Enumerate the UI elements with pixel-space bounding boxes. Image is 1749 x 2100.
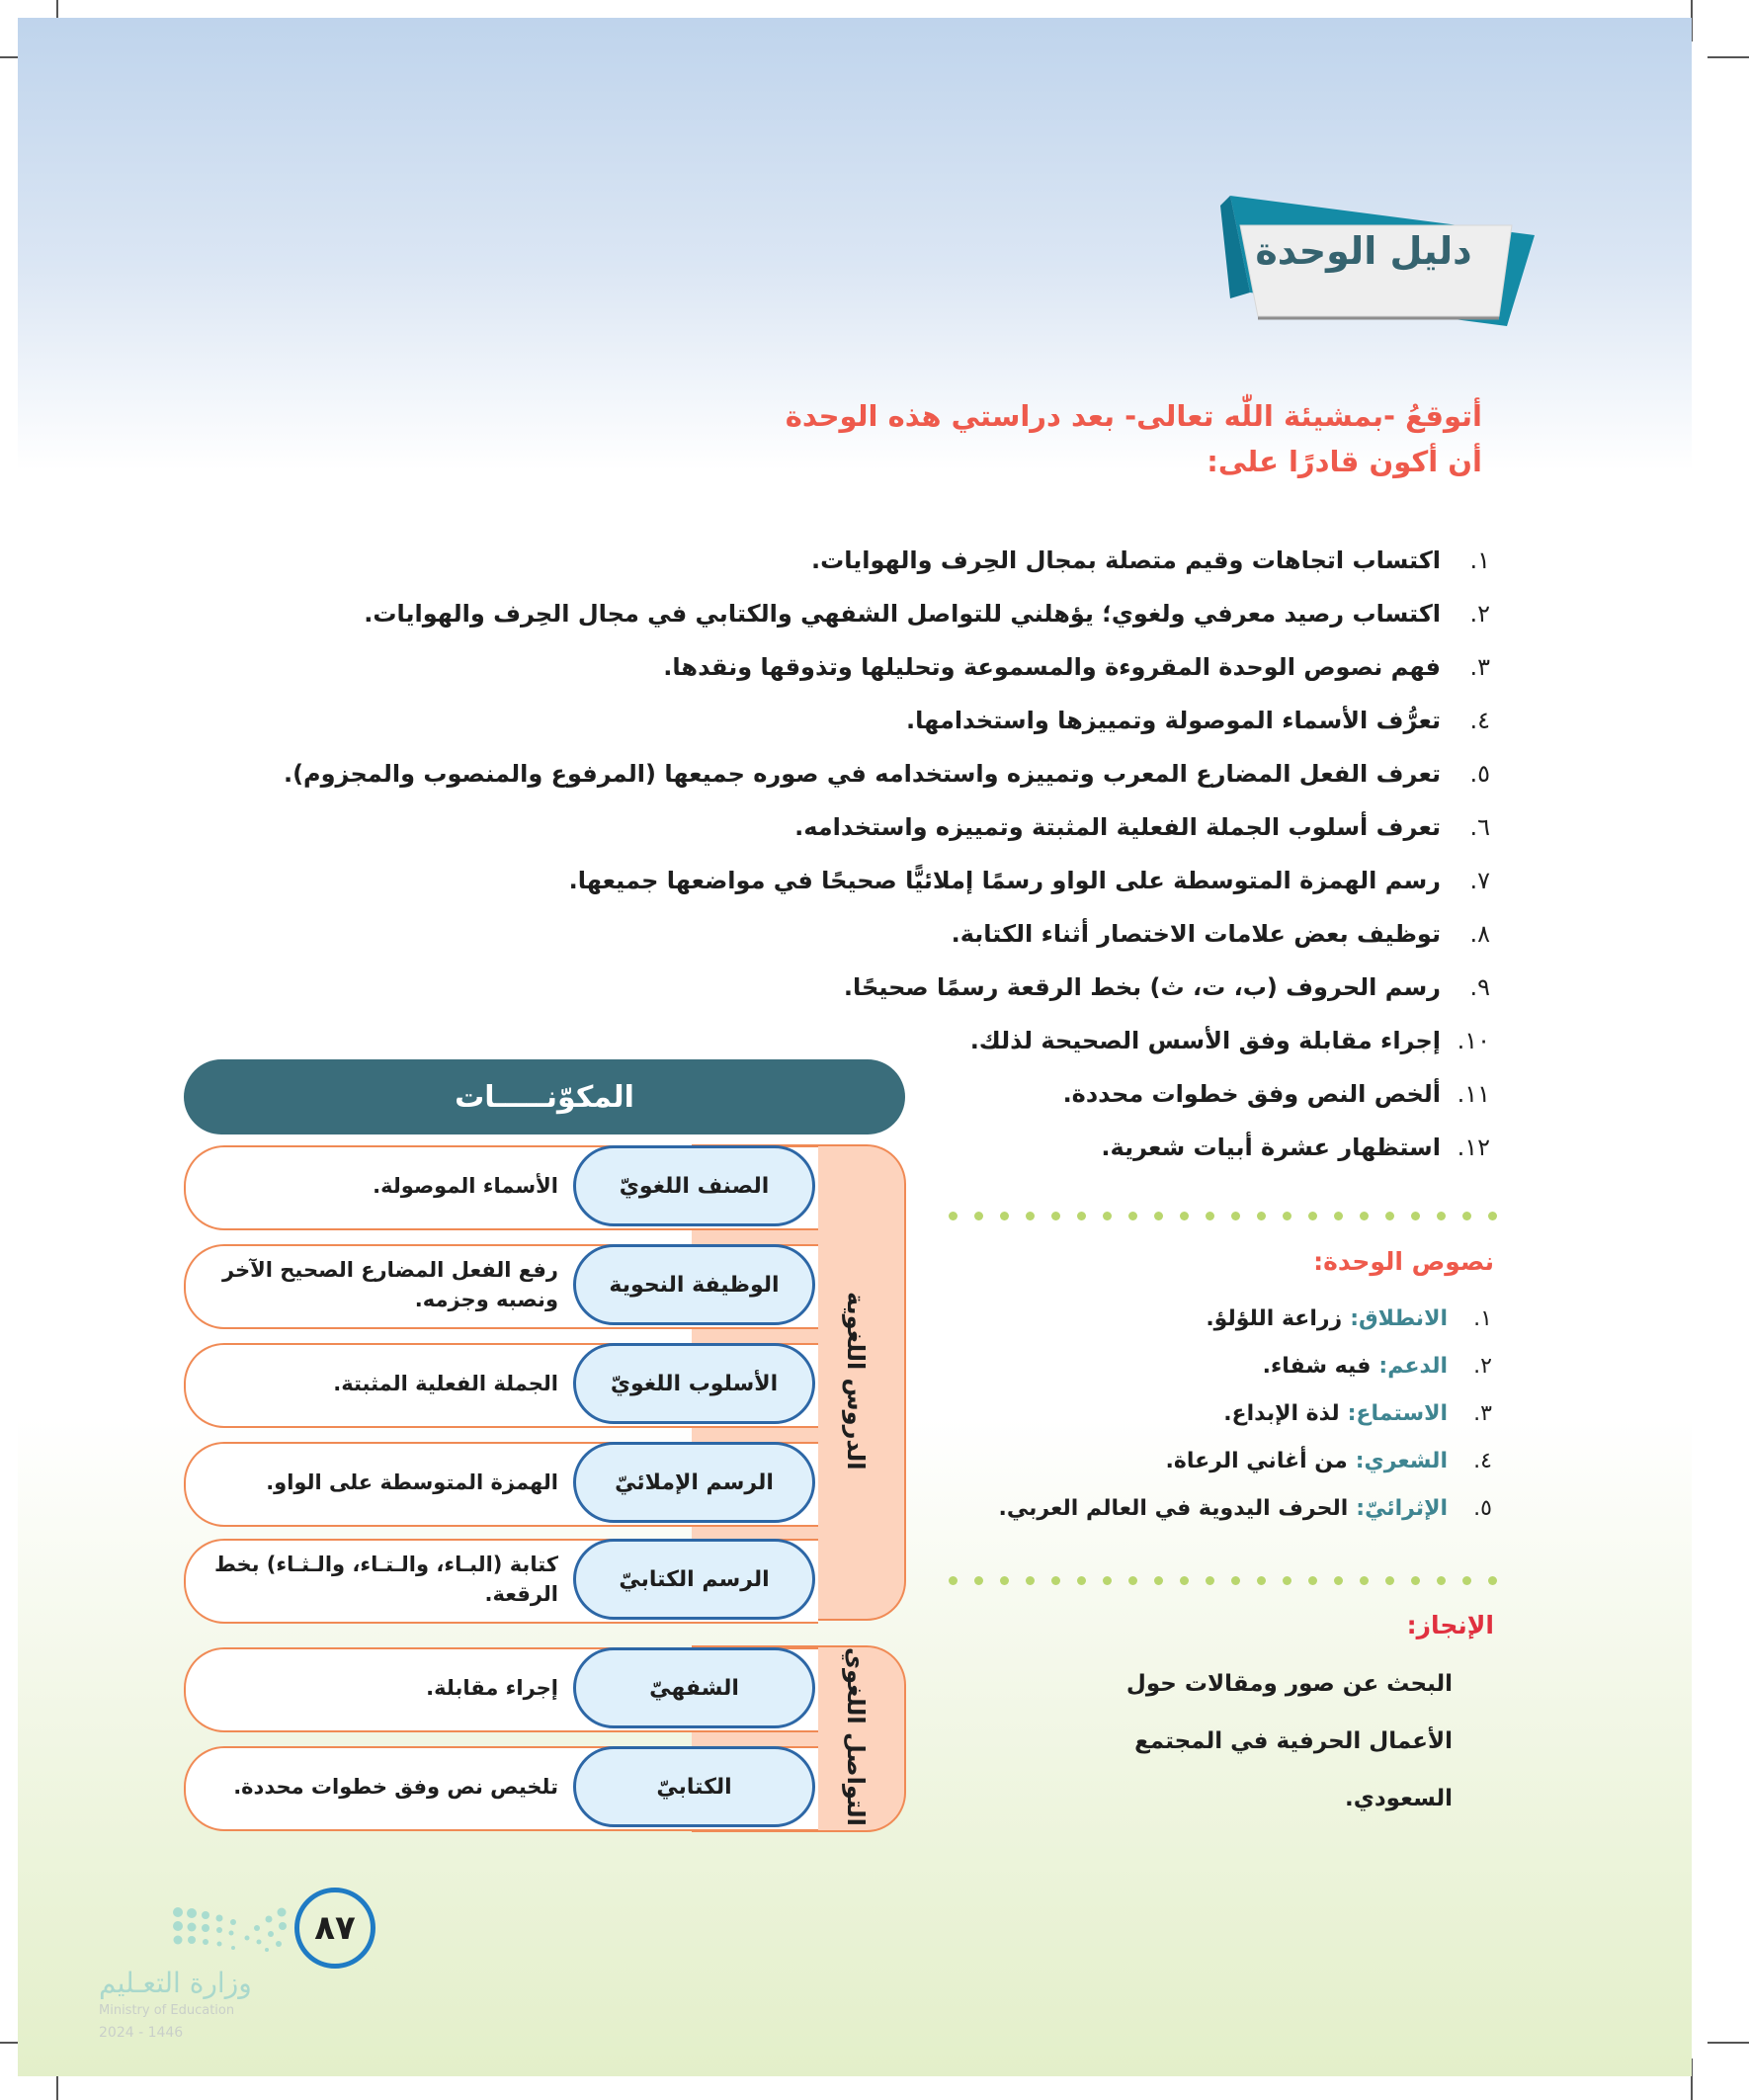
unit-text-label: الشعري: [1355, 1448, 1448, 1473]
unit-text-item [999, 1484, 1492, 1532]
objective-text: توظيف بعض علامات الاختصار أثناء الكتابة. [951, 920, 1441, 948]
objective-number: ١٢. [1457, 1134, 1490, 1161]
objective-item [206, 854, 1490, 907]
objective-item [206, 747, 1490, 800]
component-pill: الكتابيّ [573, 1746, 815, 1827]
component-pill: الوظيفة النحوية [573, 1244, 815, 1325]
unit-text-item [999, 1389, 1492, 1437]
objective-text: ألخص النص وفق خطوات محددة. [1062, 1080, 1441, 1108]
unit-text-number: ١. [1473, 1305, 1492, 1331]
page-number: ٨٧ [294, 1888, 375, 1969]
achievement-title: الإنجاز: [1406, 1611, 1494, 1639]
ministry-name-arabic: وزارة التعـليم [99, 1967, 252, 1999]
objective-number: ٣. [1469, 653, 1490, 681]
unit-text-title: من أغاني الرعاة. [1165, 1448, 1348, 1473]
component-description: الأسماء الموصولة. [373, 1174, 558, 1198]
unit-text-item [999, 1295, 1492, 1342]
unit-text-title: الحرف اليدوية في العالم العربي. [998, 1495, 1349, 1521]
objective-text: رسم الحروف (ب، ت، ث) بخط الرقعة رسمًا صحيحًا. [843, 973, 1441, 1001]
unit-text-title: زراعة اللؤلؤ. [1206, 1305, 1343, 1331]
unit-text-item [999, 1342, 1492, 1389]
objective-text: فهم نصوص الوحدة المقروءة والمسموعة وتحليلها وتذوقها ونقدها. [663, 653, 1441, 681]
component-pill: الصنف اللغويّ [573, 1145, 815, 1226]
unit-text-title: لذة الإبداع. [1223, 1400, 1340, 1426]
unit-texts-list [999, 1295, 1492, 1532]
objective-number: ١٠. [1457, 1027, 1490, 1054]
dotted-separator [949, 1576, 1497, 1586]
intro-line-2: أن أكون قادرًا على: [1207, 445, 1482, 478]
objective-text: تعرف أسلوب الجملة الفعلية المثبتة وتمييزه واستخدامه. [794, 813, 1441, 841]
dotted-separator [949, 1212, 1497, 1221]
unit-text-number: ٥. [1473, 1495, 1492, 1521]
unit-text-number: ٢. [1473, 1353, 1492, 1379]
page-title: دليل الوحدة [1255, 229, 1472, 273]
objective-number: ٩. [1469, 973, 1490, 1001]
crop-mark [1707, 2042, 1749, 2044]
component-pill: الرسم الكتابيّ [573, 1539, 815, 1620]
intro-text [692, 393, 1482, 484]
unit-guide-badge [1191, 188, 1541, 336]
ministry-name-english: Ministry of Education [99, 2003, 235, 2018]
crop-mark [1707, 56, 1749, 58]
unit-text-number: ٣. [1473, 1400, 1492, 1426]
unit-text-label: الانطلاق: [1350, 1305, 1448, 1331]
objective-number: ١. [1469, 546, 1490, 574]
component-description: كتابة (البـاء، والـتـاء، والـثـاء) بخط الرقعة. [213, 1553, 558, 1606]
unit-text-label: الدعم: [1378, 1353, 1448, 1379]
unit-text-number: ٤. [1473, 1448, 1492, 1473]
component-pill: الشفهيّ [573, 1647, 815, 1728]
objective-number: ١١. [1457, 1080, 1490, 1108]
objective-item [206, 694, 1490, 747]
objective-number: ٢. [1469, 600, 1490, 628]
objective-text: اكتساب اتجاهات وقيم متصلة بمجال الحِرف والهوايات. [811, 546, 1441, 574]
unit-text-item [999, 1437, 1492, 1484]
achievement-text: البحث عن صور ومقالات حول الأعمال الحرفية في المجتمع السعودي. [1125, 1671, 1453, 1811]
objective-number: ٧. [1469, 867, 1490, 894]
component-pill: الرسم الإملائيّ [573, 1442, 815, 1523]
components-header: المكوّنـــــات [184, 1059, 905, 1134]
objective-number: ٥. [1469, 760, 1490, 788]
objective-number: ٨. [1469, 920, 1490, 948]
objective-text: تعرف الفعل المضارع المعرب وتمييزه واستخدامه في صوره جميعها (المرفوع والمنصوب والمجزوم). [283, 760, 1441, 788]
intro-line-1: أتوقعُ -بمشيئة اللّٰه تعالى- بعد دراستي هذه الوحدة [785, 399, 1482, 433]
ministry-year: 2024 - 1446 [99, 2025, 184, 2041]
objective-text: إجراء مقابلة وفق الأسس الصحيحة لذلك. [969, 1027, 1441, 1054]
objective-item [206, 907, 1490, 961]
unit-text-label: الإثرائيّ: [1356, 1495, 1448, 1521]
unit-text-title: فيه شفاء. [1262, 1353, 1372, 1379]
objective-number: ٤. [1469, 707, 1490, 734]
objective-item [206, 587, 1490, 640]
objective-item [206, 534, 1490, 587]
component-description: الهمزة المتوسطة على الواو. [266, 1470, 558, 1494]
component-description: رفع الفعل المضارع الصحيح الآخر ونصبه وجزمه. [221, 1258, 558, 1311]
unit-texts-title: نصوص الوحدة: [1313, 1247, 1494, 1276]
component-description: إجراء مقابلة. [426, 1676, 558, 1700]
objective-number: ٦. [1469, 813, 1490, 841]
objective-item [206, 961, 1490, 1014]
component-pill: الأسلوب اللغويّ [573, 1343, 815, 1424]
ministry-logo-icon [168, 1902, 296, 1962]
objective-text: اكتساب رصيد معرفي ولغوي؛ يؤهلني للتواصل الشفهي والكتابي في مجال الحِرف والهوايات. [364, 600, 1441, 628]
objective-item [206, 640, 1490, 694]
unit-text-label: الاستماع: [1347, 1400, 1448, 1426]
component-description: تلخيص نص وفق خطوات محددة. [233, 1775, 558, 1799]
side-label-language-lessons: الدروس اللغوية [842, 1291, 870, 1470]
side-label-communication: التواصل اللغوي [842, 1647, 870, 1826]
component-description: الجملة الفعلية المثبتة. [333, 1372, 558, 1395]
objective-item [206, 800, 1490, 854]
objective-text: رسم الهمزة المتوسطة على الواو رسمًا إملائيًّا صحيحًا في مواضعها جميعها. [568, 867, 1441, 894]
objective-text: تعرُّف الأسماء الموصولة وتمييزها واستخدامها. [906, 707, 1441, 734]
objective-text: استظهار عشرة أبيات شعرية. [1101, 1134, 1441, 1161]
